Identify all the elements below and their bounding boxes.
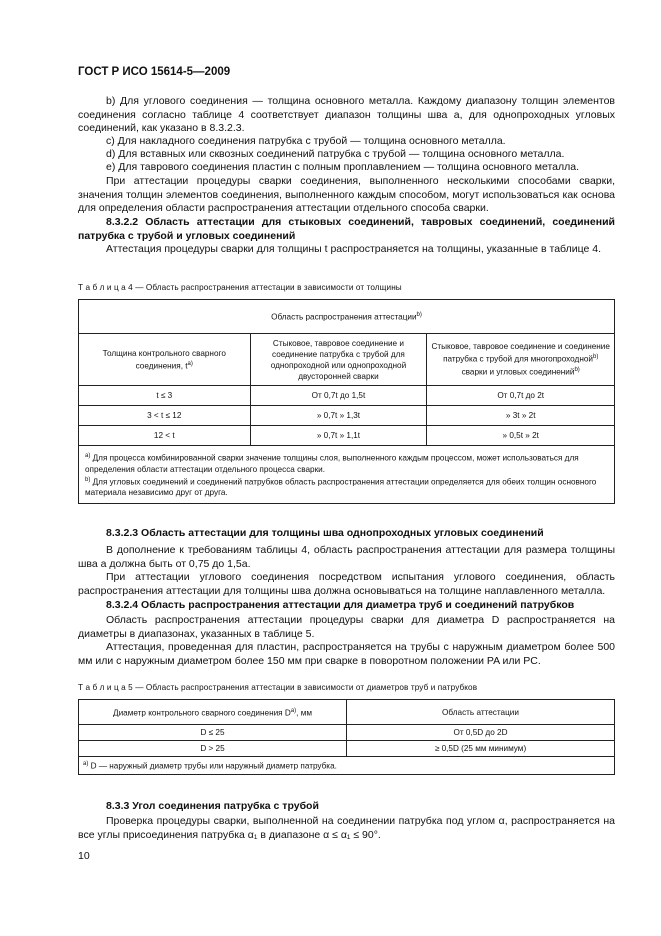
table4-col-thickness: Толщина контрольного сварного соединения, $t^{a)}$: [79, 334, 251, 386]
table4-note-b: $^{b)}$ Для угловых соединений и соединений патрубков область распространения аттестации определяется для обеих толщин основного материала независимо друг от друга.: [85, 476, 597, 498]
table-row: D > 25 ≥ 0,5D (25 мм минимум): [79, 741, 615, 757]
table4-footnotes: [79, 446, 615, 504]
paragraph-b: b) Для углового соединения — толщина основного металла. Каждому диапазону толщин элементов соединения согласно таблице 4 соответствует диапазон толщины шва a, для однопроходных угловых соединений, как указано в 8.3.2.3.: [78, 95, 615, 134]
paragraph-833: Проверка процедуры сварки, выполненной на соединении патрубка под углом α, распространяется на все углы присоединения патрубка α₁ в диапазоне α ≤ α₁ ≤ 90°.: [78, 815, 615, 841]
section-heading-8323: 8.3.2.3 Область аттестации для толщины шва однопроходных угловых соединений: [106, 527, 544, 539]
table-row: D ≤ 25 От 0,5D до 2D: [79, 725, 615, 741]
table4-top-header: Область распространения аттестации$^{b)}$: [79, 300, 615, 334]
section-heading-833: 8.3.3 Угол соединения патрубка с трубой: [106, 800, 319, 812]
table-row: 12 < t » 0,7t » 1,1t » 0,5t » 2t: [79, 426, 615, 446]
table5-footnote: $^{a)}$ D — наружный диаметр трубы или наружный диаметр патрубка.: [79, 757, 615, 775]
paragraph-d: d) Для вставных или сквозных соединений патрубка с трубой — толщина основного металла.: [106, 148, 565, 160]
table4-col-single-pass: Стыковое, тавровое соединение и соединение патрубка с трубой для однопроходной или однопроходной двусторонней сварки: [250, 334, 427, 386]
section-heading-8322: 8.3.2.2 Область аттестации для стыковых соединений, тавровых соединений, соединений патрубка с трубой и угловых соединений: [78, 216, 615, 242]
paragraph-multi-process: При аттестации процедуры сварки соединения, выполненного несколькими способами сварки, значения толщин элементов соединения, выполненного каждым способом, могут использоваться как основа для определения области распространения аттестации отдельного способа сварки.: [78, 175, 615, 214]
table5-caption: Т а б л и ц а 5 — Область распространения аттестации в зависимости от диаметров труб и патрубков: [78, 683, 478, 692]
table-row: 3 < t ≤ 12 » 0,7t » 1,3t » 3t » 2t: [79, 406, 615, 426]
table4: [78, 299, 615, 504]
table4-note-a: $^{a)}$ Для процесса комбинированной сварки значение толщины слоя, выполненного каждым процессом, может использоваться для определения области аттестации отдельного процесса сварки.: [85, 453, 579, 474]
table4-caption: Т а б л и ц а 4 — Область распространения аттестации в зависимости от толщины: [78, 283, 402, 292]
paragraph-8323a: В дополнение к требованиям таблицы 4, область распространения аттестации для размера толщины шва a должна быть от 0,75 до 1,5a.: [78, 544, 615, 570]
paragraph-e: e) Для таврового соединения пластин с полным проплавлением — толщина основного металла.: [106, 161, 580, 173]
paragraph-c: c) Для накладного соединения патрубка с трубой — толщина основного металла.: [106, 135, 506, 147]
section-heading-8324: 8.3.2.4 Область распространения аттестации для диаметра труб и соединений патрубков: [106, 599, 575, 611]
page-number: 10: [78, 850, 90, 862]
table5-col-diameter: Диаметр контрольного сварного соединения $D^{a)}$, мм: [79, 700, 347, 725]
document-header: ГОСТ Р ИСО 15614-5—2009: [78, 66, 231, 78]
paragraph-8323b: При аттестации углового соединения посредством испытания углового соединения, область распространения аттестации для толщины шва должна основываться на толщине наплавленного металла.: [78, 571, 615, 597]
table4-col-multi-pass: Стыковое, тавровое соединение и соединение патрубка с трубой для многопроходной$^{b)}$ сварки и угловых соединений$^{b)}$: [427, 334, 615, 386]
paragraph-8322: Аттестация процедуры сварки для толщины t распространяется на толщины, указанные в таблице 4.: [106, 243, 601, 255]
table-row: t ≤ 3 От 0,7t до 1,5t От 0,7t до 2t: [79, 386, 615, 406]
paragraph-8324b: Аттестация, проведенная для пластин, распространяется на трубы с наружным диаметром более 500 мм или с наружным диаметром более 150 мм при сварке в поворотном положении PA или PC.: [78, 641, 615, 667]
table5-col-range: Область аттестации: [347, 700, 615, 725]
table5: [78, 699, 615, 775]
paragraph-8324a: Область распространения аттестации процедуры сварки для диаметра D распространяется на диаметры в диапазонах, указанных в таблице 5.: [78, 614, 615, 640]
